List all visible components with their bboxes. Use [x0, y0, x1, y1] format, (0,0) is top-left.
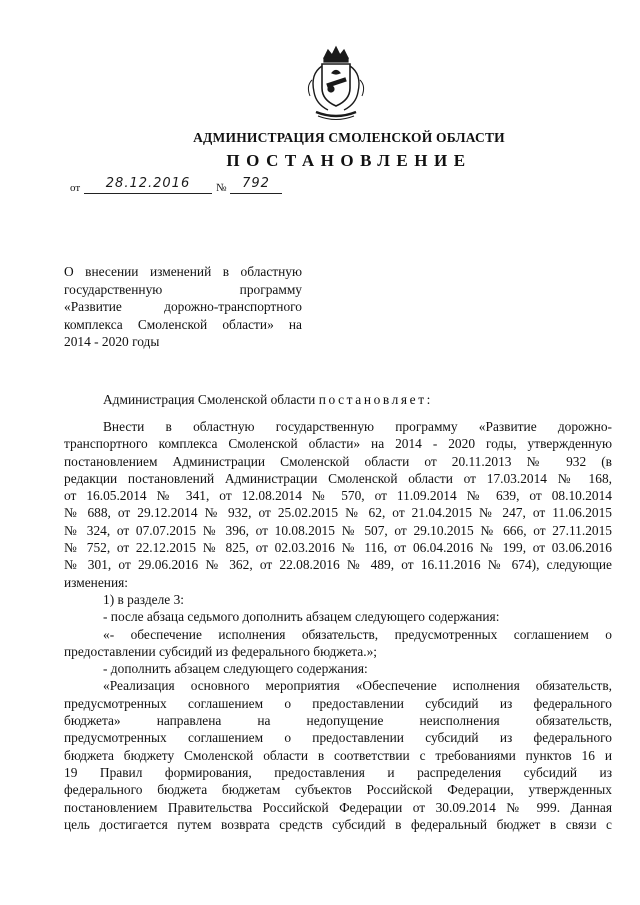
body-line: цель достигается путем возврата средств субсидий в федеральный бюджет в связи с	[64, 816, 612, 832]
body-line: бюджета бюджету Смоленской области в соответствии с требованиями пунктов 16 и	[64, 747, 612, 763]
body-line: - дополнить абзацем следующего содержания:	[103, 661, 368, 677]
subject-line: О внесении изменений в областную	[64, 264, 302, 279]
body-line: транспортного комплекса Смоленской области» на 2014 - 2020 годы, утвержденную	[64, 436, 612, 452]
decree-line	[103, 392, 433, 408]
body-line: 1) в разделе 3:	[103, 591, 185, 607]
date-label: от	[70, 182, 81, 194]
body-line: № 752, от 22.12.2015 № 825, от 02.03.2016 № 116, от 06.04.2016 № 199, от 03.06.2016	[64, 540, 612, 556]
body-line: № 324, от 07.07.2015 № 396, от 10.08.2015 № 507, от 29.10.2015 № 666, от 27.11.2015	[64, 522, 612, 538]
body-line: «Реализация основного мероприятия «Обеспечение исполнения обязательств,	[103, 678, 612, 694]
body-line: от 16.05.2014 № 341, от 12.08.2014 № 570, от 11.09.2014 № 639, от 08.10.2014	[64, 488, 612, 504]
body-line: № 688, от 29.12.2014 № 932, от 25.02.2015 № 62, от 21.04.2015 № 247, от 11.06.2015	[64, 505, 612, 521]
document-type-title: ПОСТАНОВЛЕНИЕ	[226, 151, 472, 170]
body-line: предусмотренных соглашением о предоставлении субсидий из федерального	[64, 730, 612, 746]
organization-title: АДМИНИСТРАЦИЯ СМОЛЕНСКОЙ ОБЛАСТИ	[193, 130, 505, 145]
coat-of-arms-icon	[300, 44, 372, 122]
body-line: бюджета» направлена на недопущение неисполнения обязательств,	[64, 713, 612, 729]
decree-lead: Администрация Смоленской области	[103, 392, 316, 407]
body-line: 19 Правил формирования, предоставления и распределения субсидий из	[64, 764, 612, 780]
body-line: постановлением Администрации Смоленской области от 20.11.2013 № 932 (в	[64, 453, 612, 469]
decree-verb: постановляет:	[318, 392, 433, 407]
body-line: федерального бюджета бюджетам субъектов Российской Федерации, утвержденных	[64, 782, 612, 798]
body-line: Внести в областную государственную программу «Развитие дорожно-	[103, 419, 612, 434]
document-subject	[64, 263, 302, 351]
body-line: изменения:	[64, 574, 129, 590]
body-line: редакции постановлений Администрации Смоленской области от 17.03.2014 № 168,	[64, 470, 612, 486]
document-body	[64, 418, 612, 833]
body-line: «- обеспечение исполнения обязательств, предусмотренных соглашением о	[103, 626, 612, 642]
body-line: предусмотренных соглашением о предоставлении субсидий из федерального	[64, 695, 612, 711]
body-line: постановлением Правительства Российской Федерации от 30.09.2014 № 999. Данная	[64, 799, 612, 815]
subject-line: «Развитие дорожно-транспортного	[64, 299, 302, 314]
body-line: - после абзаца седьмого дополнить абзацем следующего содержания:	[103, 609, 500, 625]
body-line: № 301, от 29.06.2016 № 362, от 22.08.2016 № 489, от 16.11.2016 № 674), следующие	[64, 557, 612, 573]
body-line: предоставлении субсидий из федерального бюджета.»;	[64, 643, 377, 659]
number-label: №	[216, 182, 227, 194]
number-value: 792	[230, 176, 282, 194]
date-value: 28.12.2016	[84, 176, 212, 194]
subject-line: государственную программу	[64, 281, 302, 297]
subject-line: 2014 - 2020 годы	[64, 334, 160, 349]
subject-line: комплекса Смоленской области» на	[64, 316, 302, 332]
